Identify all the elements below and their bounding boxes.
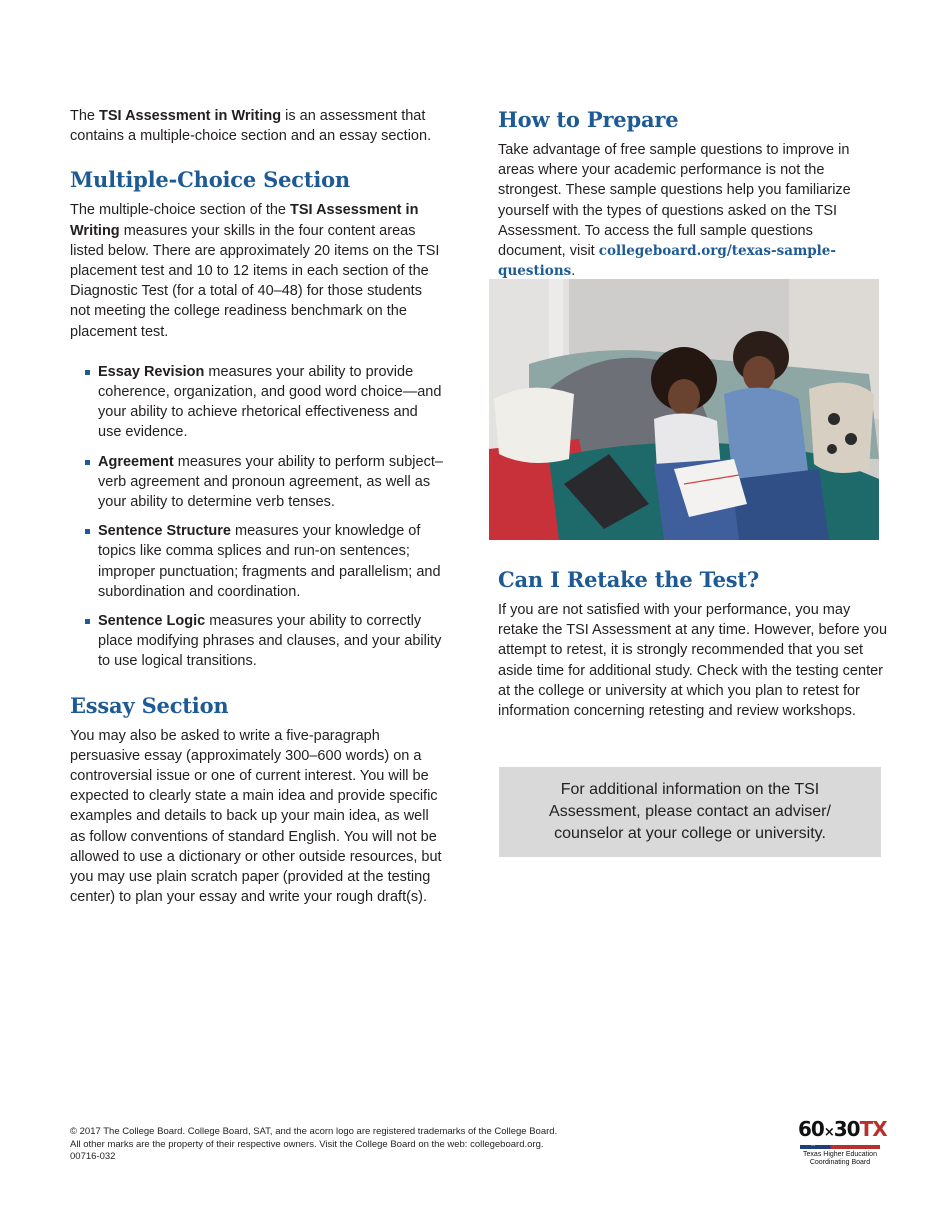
study-photo — [489, 279, 879, 540]
list-item: Sentence Structure measures your knowledge of topics like comma splices and run-on sentences; improper punctuation; fragments and parallelism; and subordination and coordination. — [98, 521, 445, 602]
logo-subtitle: Coordinating Board — [809, 1159, 871, 1166]
star-flag-icon — [800, 1145, 880, 1149]
list-item: Agreement measures your ability to perform subject–verb agreement and pronoun agreement, as well as your ability to determine verb tenses. — [98, 452, 445, 513]
study-photo-illustration — [489, 279, 879, 540]
right-column — [498, 106, 883, 281]
footer-line: All other marks are the property of their respective owners. Visit the College Board on the web: collegeboard.org. — [70, 1138, 544, 1150]
multiple-choice-paragraph: The multiple-choice section of the TSI Assessment in Writing measures your skills in the four content areas listed below. There are approximately 20 items on the TSI placement test and 10 to 12 items in each section of the Diagnostic Test (for a total of 40–48) for those students not meeting the college readiness benchmark on the placement test. — [70, 202, 440, 340]
sample-questions-link[interactable]: collegeboard.org/texas-sample-questions — [498, 243, 836, 280]
additional-info-callout — [499, 767, 881, 857]
footer-line: © 2017 The College Board. College Board, SAT, and the acorn logo are registered trademarks of the College Board. — [70, 1126, 558, 1137]
footer-legal — [70, 1126, 630, 1164]
footer-code: 00716-032 — [70, 1151, 116, 1162]
retake-heading: Can I Retake the Test? — [498, 567, 760, 592]
how-to-prepare-heading: How to Prepare — [498, 107, 679, 132]
list-item: Essay Revision measures your ability to provide coherence, organization, and good word choice—and your ability to achieve rhetorical effectiveness and use evidence. — [98, 362, 445, 443]
callout-text: For additional information on the TSI Assessment, please contact an adviser/ counselor at your college or university. — [549, 781, 831, 842]
retake-paragraph: If you are not satisfied with your performance, you may retake the TSI Assessment at any time. However, before you attempt to retest, it is strongly recommended that you set aside time for additional study. Check with the testing center at the college or university at which you plan to retest for information concerning retesting and review workshops. — [498, 602, 888, 720]
list-item: Sentence Logic measures your ability to correctly place modifying phrases and clauses, and your ability to use logical transitions. — [98, 611, 445, 672]
logo-subtitle: Texas Higher Education — [803, 1151, 877, 1158]
content-area-list — [70, 362, 445, 672]
essay-section-heading: Essay Section — [70, 692, 229, 718]
how-to-prepare-paragraph: Take advantage of free sample questions to improve in areas where your academic performance is not the strongest. These sample questions help you familiarize yourself with the types of questions asked on the TSI Assessment. To access the full sample questions document, visit collegeboard.org/texas-sample-questions. — [498, 142, 851, 280]
60x30tx-logo — [798, 1117, 887, 1166]
left-column — [70, 106, 445, 908]
multiple-choice-heading: Multiple-Choice Section — [70, 167, 350, 193]
logo-mark: 60×30TX — [798, 1117, 887, 1141]
intro-paragraph: The TSI Assessment in Writing is an assessment that contains a multiple-choice section and an essay section. — [70, 108, 432, 145]
essay-section-paragraph: You may also be asked to write a five-paragraph persuasive essay (approximately 300–600 words) on a controversial issue or one of current interest. You will be expected to clearly state a main idea and provide specific examples and details to back up your main idea, as well as follow conventions of standard English. You will not be allowed to use a dictionary or other outside resources, but you may use plain scratch paper (provided at the testing center) to plan your essay and write your rough draft(s). — [70, 727, 442, 906]
retake-section — [498, 566, 888, 721]
